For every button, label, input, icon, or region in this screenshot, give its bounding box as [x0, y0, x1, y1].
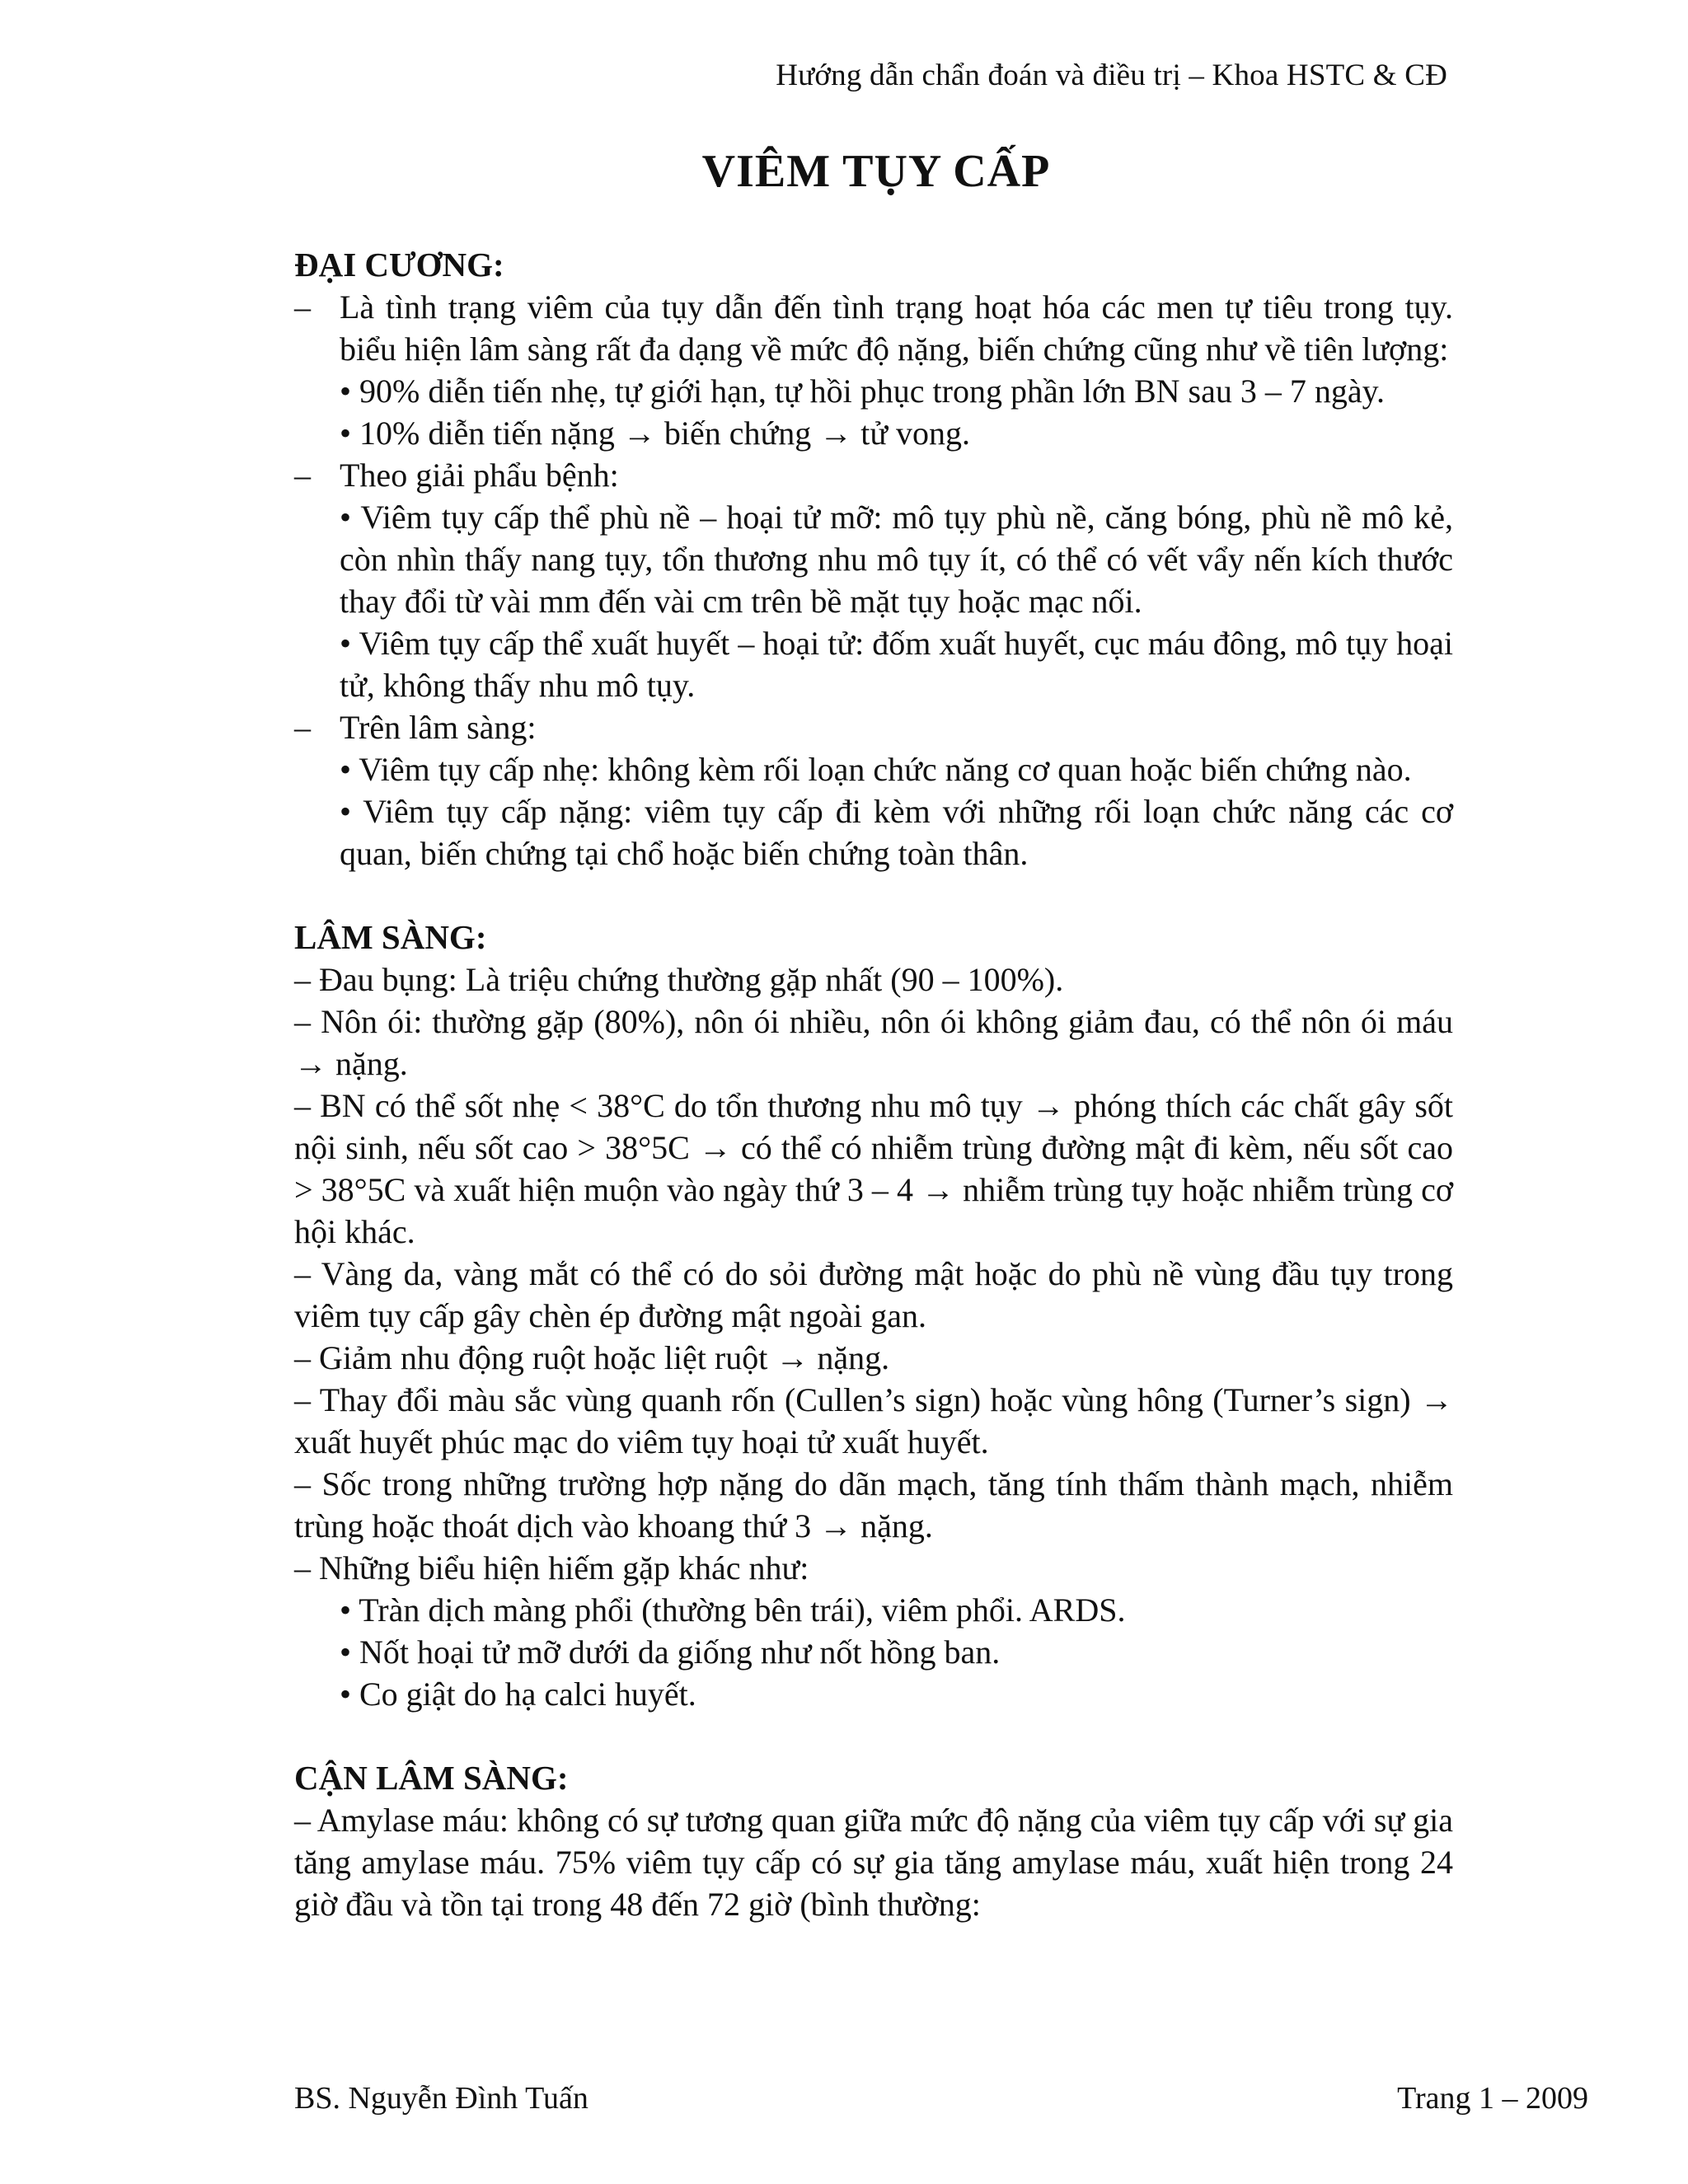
bullet-item: • Viêm tụy cấp nặng: viêm tụy cấp đi kèm với những rối loạn chức năng các cơ quan, biến chứng tại chổ hoặc biến chứng toàn thân. — [340, 793, 1453, 872]
dash-marker: – — [294, 288, 311, 326]
footer-author: BS. Nguyễn Đình Tuấn — [294, 2081, 588, 2116]
document-body — [294, 244, 1453, 1925]
paragraph: – Nôn ói: thường gặp (80%), nôn ói nhiều, nôn ói không giảm đau, có thể nôn ói máu → nặng. — [294, 1003, 1453, 1082]
paragraph: – Thay đổi màu sắc vùng quanh rốn (Cullen’s sign) hoặc vùng hông (Turner’s sign) → xuất huyết phúc mạc do viêm tụy hoại tử xuất huyết. — [294, 1381, 1453, 1460]
paragraph: – Những biểu hiện hiếm gặp khác như: — [294, 1549, 809, 1586]
dash-marker: – — [294, 709, 311, 746]
bullet-item: • Viêm tụy cấp nhẹ: không kèm rối loạn chức năng cơ quan hoặc biến chứng nào. — [340, 751, 1412, 788]
bullet-item: • Viêm tụy cấp thể phù nề – hoại tử mỡ: mô tụy phù nề, căng bóng, phù nề mô kẻ, còn nhìn thấy nang tụy, tổn thương nhu mô tụy ít, có thể có vết vẩy nến kích thước thay đổi từ vài mm đến vài cm trên bề mặt tụy hoặc mạc nối. — [340, 499, 1453, 620]
bullet-item: • Nốt hoại tử mỡ dưới da giống như nốt hồng ban. — [340, 1633, 1001, 1671]
paragraph: Theo giải phẩu bệnh: — [340, 457, 619, 494]
bullet-item: • Co giật do hạ calci huyết. — [340, 1675, 696, 1713]
section-dai-cuong — [294, 244, 1453, 874]
footer-page-number: Trang 1 – 2009 — [1397, 2081, 1588, 2116]
paragraph: – Vàng da, vàng mắt có thể có do sỏi đường mật hoặc do phù nề vùng đầu tụy trong viêm tụy cấp gây chèn ép đường mật ngoài gan. — [294, 1255, 1453, 1334]
section-heading: CẬN LÂM SÀNG: — [294, 1759, 569, 1797]
paragraph: – Sốc trong những trường hợp nặng do dãn mạch, tăng tính thấm thành mạch, nhiễm trùng hoặc thoát dịch vào khoang thứ 3 → nặng. — [294, 1465, 1453, 1544]
paragraph: – Giảm nhu động ruột hoặc liệt ruột → nặng. — [294, 1339, 890, 1376]
paragraph: – BN có thể sốt nhẹ < 38°C do tổn thương nhu mô tụy → phóng thích các chất gây sốt nội sinh, nếu sốt cao > 38°5C → có thể có nhiễm trùng đường mật đi kèm, nếu sốt cao > 38°5C và xuất hiện muộn vào ngày thứ 3 – 4 → nhiễm trùng tụy hoặc nhiễm trùng cơ hội khác. — [294, 1087, 1453, 1250]
page-header: Hướng dẫn chẩn đoán và điều trị – Khoa HSTC & CĐ — [776, 59, 1447, 92]
paragraph: Là tình trạng viêm của tụy dẫn đến tình trạng hoạt hóa các men tự tiêu trong tụy. biểu hiện lâm sàng rất đa dạng về mức độ nặng, biến chứng cũng như về tiên lượng: — [340, 288, 1453, 368]
dash-item — [294, 706, 1453, 748]
dash-item — [294, 286, 1453, 370]
dash-item — [294, 454, 1453, 496]
section-can-lam-sang — [294, 1757, 1453, 1925]
bullet-item: • Tràn dịch màng phổi (thường bên trái), viêm phổi. ARDS. — [340, 1591, 1126, 1629]
dash-marker: – — [294, 457, 311, 494]
document-title: VIÊM TỤY CẤP — [701, 146, 1051, 197]
section-lam-sang — [294, 916, 1453, 1715]
section-heading: LÂM SÀNG: — [294, 918, 487, 956]
paragraph: Trên lâm sàng: — [340, 709, 537, 746]
bullet-item: • 90% diễn tiến nhẹ, tự giới hạn, tự hồi phục trong phần lớn BN sau 3 – 7 ngày. — [340, 373, 1386, 410]
bullet-item: • Viêm tụy cấp thể xuất huyết – hoại tử: đốm xuất huyết, cục máu đông, mô tụy hoại tử, không thấy nhu mô tụy. — [340, 625, 1453, 704]
paragraph: – Amylase máu: không có sự tương quan giữa mức độ nặng của viêm tụy cấp với sự gia tăng amylase máu. 75% viêm tụy cấp có sự gia tăng amylase máu, xuất hiện trong 24 giờ đầu và tồn tại trong 48 đến 72 giờ (bình thường: — [294, 1802, 1453, 1923]
section-heading: ĐẠI CƯƠNG: — [294, 246, 504, 284]
paragraph: – Đau bụng: Là triệu chứng thường gặp nhất (90 – 100%). — [294, 961, 1064, 998]
bullet-item: • 10% diễn tiến nặng → biến chứng → tử vong. — [340, 415, 971, 452]
